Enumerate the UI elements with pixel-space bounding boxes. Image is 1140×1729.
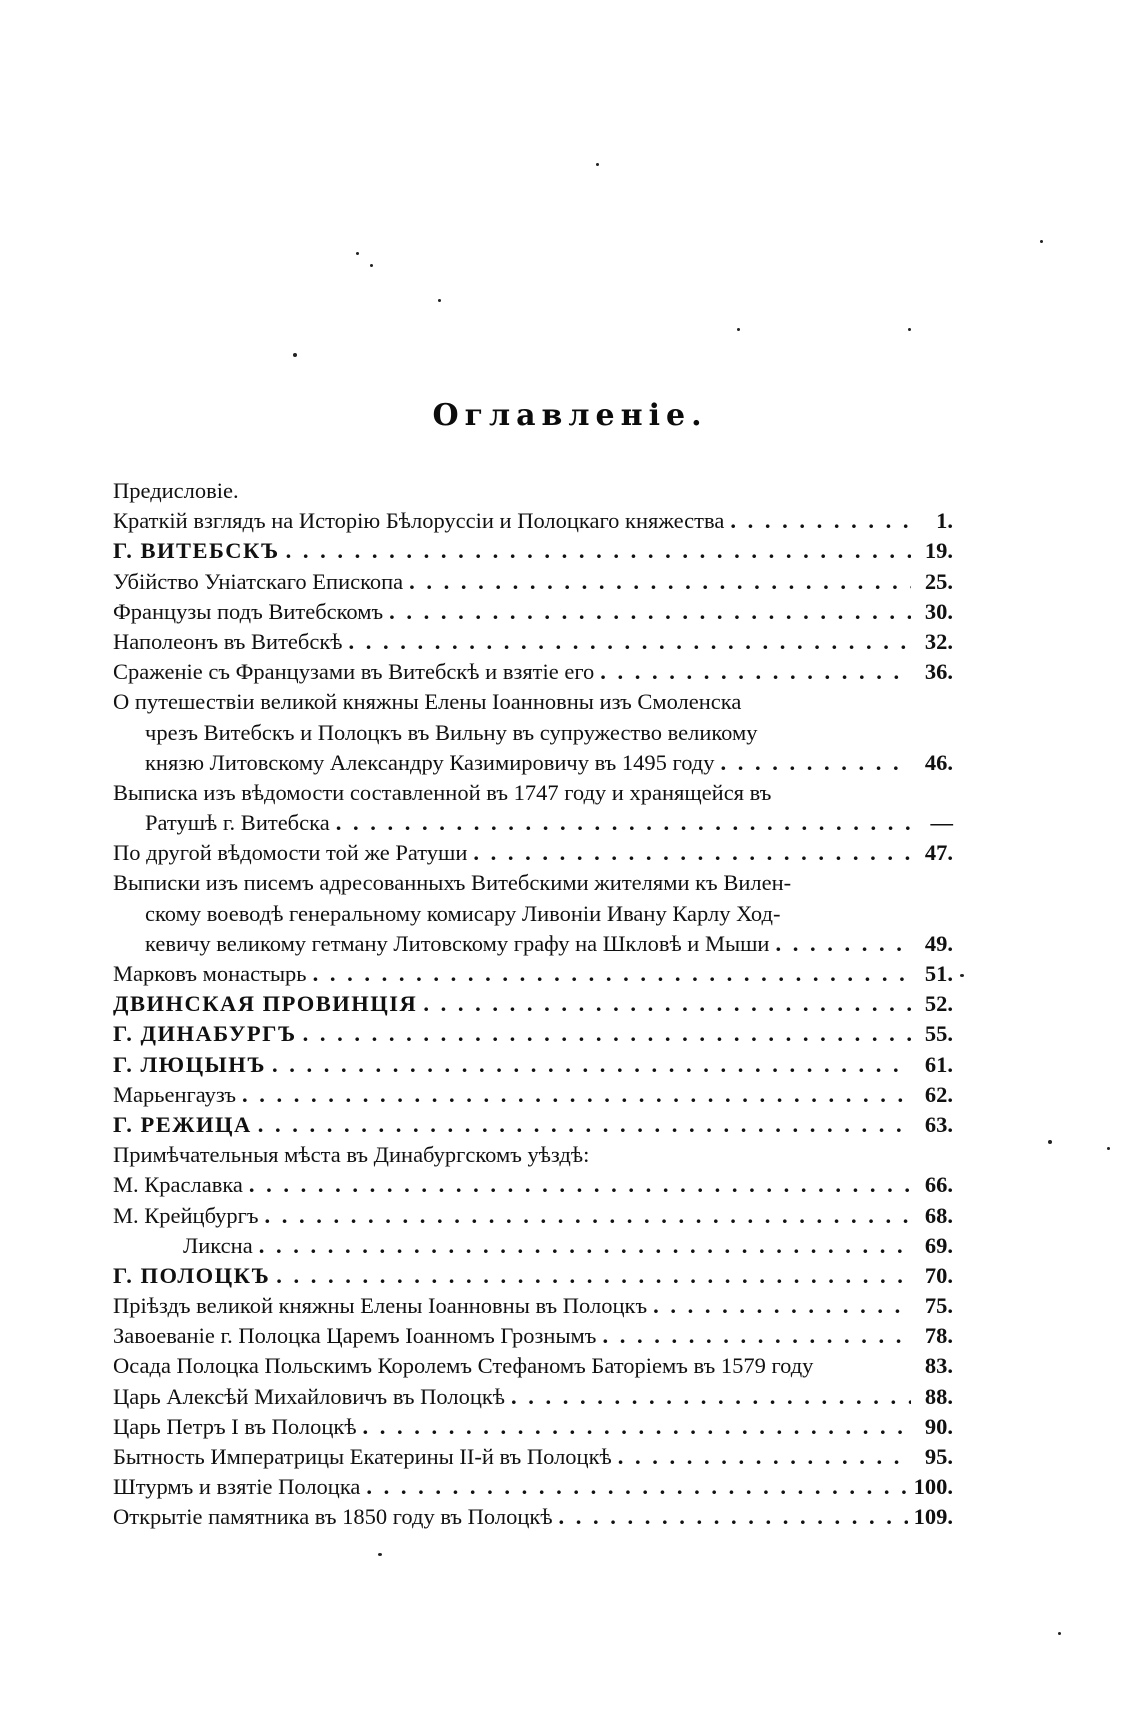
toc-entry [113, 536, 953, 566]
scan-speck [908, 328, 911, 331]
toc-entry-title: Ратушѣ г. Витебска [145, 810, 330, 836]
toc-entry-title: Г. ПОЛОЦКЪ [113, 1262, 271, 1288]
scan-speck [293, 353, 297, 357]
toc-entry-title: Выписки изъ писемъ адресованныхъ Витебскими жителями къ Вилен- [113, 870, 792, 896]
toc-entry-page: 55. [924, 1021, 953, 1047]
scan-speck [737, 328, 740, 331]
toc-entry [113, 567, 953, 597]
toc-entry [113, 1472, 953, 1502]
dot-leader [730, 506, 911, 536]
toc-entry-page: 49. [924, 930, 953, 956]
toc-entry-page: 46. [924, 749, 953, 775]
toc-entry-title: Царь Петръ I въ Полоцкѣ [113, 1413, 357, 1439]
dot-leader [348, 627, 911, 657]
toc-entry [113, 1140, 953, 1170]
toc-entry-page: — [930, 810, 953, 836]
toc-entry-page: 36. [924, 659, 953, 685]
toc-entry-title: скому воеводѣ генеральному комисару Ливоніи Ивану Карлу Ход- [145, 900, 781, 926]
toc-entry [113, 1442, 953, 1472]
toc-entry-page: 62. [924, 1081, 953, 1107]
toc-entry [113, 748, 953, 778]
scan-speck [378, 1553, 382, 1556]
toc-entry-page: 1. [936, 508, 953, 534]
scan-speck [370, 264, 373, 267]
dot-leader [258, 1110, 911, 1140]
dot-leader [511, 1382, 911, 1412]
scan-speck [1058, 1632, 1061, 1635]
toc-entry [113, 657, 953, 687]
toc-entry [113, 959, 953, 989]
toc-entry [113, 1291, 953, 1321]
toc-entry [113, 868, 953, 898]
toc-entry [113, 506, 953, 536]
toc-entry-title: О путешествіи великой княжны Елены Іоанновны изъ Смоленска [113, 689, 742, 715]
dot-leader [409, 567, 911, 597]
toc-entry-title: Штурмъ и взятіе Полоцка [113, 1474, 361, 1500]
toc-entry [113, 1502, 953, 1532]
toc-entry-page: 100. [913, 1474, 953, 1500]
dot-leader [336, 808, 911, 838]
dot-leader [721, 748, 911, 778]
dot-leader [600, 657, 911, 687]
toc-entry-page: 70. [924, 1262, 953, 1288]
scan-speck [1048, 1140, 1052, 1144]
toc-entry-title: князю Литовскому Александру Казимировичу въ 1495 году [145, 749, 715, 775]
toc-entry-title: Завоеваніе г. Полоцка Царемъ Іоанномъ Грознымъ [113, 1323, 597, 1349]
toc-entry-title: Марковъ монастырь [113, 961, 307, 986]
dot-leader [249, 1170, 911, 1200]
toc-entry-page: 90. [924, 1413, 953, 1439]
toc-entry-title: Сраженіе съ Французами въ Витебскѣ и взятіе его [113, 659, 595, 685]
toc-entry [113, 808, 953, 838]
toc-entry [113, 1412, 953, 1442]
dot-leader [313, 959, 911, 989]
toc-entry-title: Ликсна [183, 1232, 253, 1258]
dot-leader [286, 536, 911, 566]
toc-entry-title: Предисловіе. [113, 478, 239, 503]
toc-entry-title: Открытіе памятника въ 1850 году въ Полоцкѣ [113, 1504, 553, 1530]
toc-entry-page: 61. [924, 1051, 953, 1077]
toc-entry-page: 51. [924, 961, 953, 986]
toc-entry [113, 1110, 953, 1140]
dot-leader [602, 1321, 911, 1351]
toc-entry-title: Краткій взглядъ на Исторію Бѣлоруссіи и Полоцкаго княжества [113, 508, 725, 534]
toc-entry [113, 838, 953, 868]
dot-leader [389, 597, 911, 627]
toc-entry [113, 1201, 953, 1231]
scan-speck [960, 974, 964, 977]
toc-entry [113, 597, 953, 627]
toc-entry-page: 95. [924, 1444, 953, 1469]
toc-entry [113, 476, 953, 506]
toc-entry [113, 1050, 953, 1080]
scan-speck [356, 252, 359, 255]
scan-speck [1040, 240, 1043, 243]
toc-entry-page: 47. [924, 840, 953, 866]
toc-entry-page: 109. [913, 1504, 953, 1530]
dot-leader [559, 1502, 908, 1532]
toc-entry [113, 718, 953, 748]
dot-leader [473, 838, 911, 868]
dot-leader [303, 1019, 911, 1049]
toc-entry-page: 32. [924, 628, 953, 654]
toc-entry-page: 25. [924, 568, 953, 594]
toc-entry [113, 1080, 953, 1110]
toc-entry-title: По другой вѣдомости той же Ратуши [113, 840, 468, 866]
toc-entry-title: кевичу великому гетману Литовскому графу на Шкловѣ и Мыши [145, 930, 770, 956]
toc-entry-page: 52. [924, 991, 953, 1017]
page-title: Оглавленіе. [432, 398, 708, 433]
toc-entry-page: 75. [924, 1293, 953, 1319]
toc-entry-page: 63. [924, 1111, 953, 1137]
toc-entry-title: М. Краславка [113, 1172, 243, 1198]
toc-entry [113, 1170, 953, 1200]
toc-entry-page: 88. [924, 1383, 953, 1409]
dot-leader [265, 1201, 911, 1231]
toc-entry-page: 30. [924, 598, 953, 624]
toc-entry-title: чрезъ Витебскъ и Полоцкъ въ Вильну въ супружество великому [145, 719, 758, 745]
toc-entry [113, 1019, 953, 1049]
toc-entry-title: Г. ЛЮЦЫНЪ [113, 1051, 266, 1077]
toc-entry-title: Марьенгаузъ [113, 1081, 236, 1107]
dot-leader [272, 1050, 911, 1080]
toc-entry [113, 929, 953, 959]
dot-leader [259, 1231, 911, 1261]
toc-entry-title: Пріѣздъ великой княжны Елены Іоанновны въ Полоцкъ [113, 1293, 648, 1319]
toc-entry [113, 1351, 953, 1381]
dot-leader [363, 1412, 911, 1442]
dot-leader [242, 1080, 911, 1110]
toc-entry-page: 78. [924, 1323, 953, 1349]
toc-entry-title: Наполеонъ въ Витебскѣ [113, 628, 343, 654]
table-of-contents [113, 476, 953, 1533]
scan-speck [596, 163, 599, 166]
toc-entry [113, 1261, 953, 1291]
toc-entry-title: Убійство Уніатскаго Епископа [113, 568, 404, 594]
toc-entry [113, 687, 953, 717]
toc-entry [113, 1321, 953, 1351]
toc-entry-page: 66. [924, 1172, 953, 1198]
scan-speck [1107, 1147, 1110, 1150]
toc-entry-page: 68. [924, 1202, 953, 1228]
toc-entry [113, 899, 953, 929]
dot-leader [653, 1291, 911, 1321]
toc-entry-page: 19. [924, 538, 953, 564]
toc-entry-page: 69. [924, 1232, 953, 1258]
toc-entry-title: М. Крейцбургъ [113, 1202, 259, 1228]
dot-leader [366, 1472, 907, 1502]
toc-entry-title: Г. ВИТЕБСКЪ [113, 538, 280, 564]
toc-entry-title: Осада Полоцка Польскимъ Королемъ Стефаномъ Баторіемъ въ 1579 году [113, 1353, 814, 1379]
toc-entry-title: Г. РЕЖИЦА [113, 1111, 252, 1137]
toc-entry-title: ДВИНСКАЯ ПРОВИНЦІЯ [113, 991, 418, 1017]
dot-leader [423, 989, 911, 1019]
toc-entry-page: 83. [924, 1353, 953, 1379]
dot-leader [618, 1442, 911, 1472]
toc-entry-title: Г. ДИНАБУРГЪ [113, 1021, 297, 1047]
toc-entry [113, 1231, 953, 1261]
toc-entry [113, 989, 953, 1019]
toc-entry-title: Выписка изъ вѣдомости составленной въ 1747 году и хранящейся въ [113, 779, 772, 805]
toc-entry [113, 1382, 953, 1412]
toc-entry-title: Бытность Императрицы Екатерины II-й въ Полоцкѣ [113, 1444, 612, 1469]
toc-entry [113, 627, 953, 657]
toc-entry-title: Царь Алексѣй Михайловичъ въ Полоцкѣ [113, 1383, 506, 1409]
toc-entry-title: Примѣчательныя мѣста въ Динабургскомъ уѣздѣ: [113, 1142, 590, 1168]
dot-leader [276, 1261, 911, 1291]
scan-speck [438, 299, 441, 302]
toc-entry [113, 778, 953, 808]
dot-leader [775, 929, 911, 959]
toc-entry-title: Французы подъ Витебскомъ [113, 598, 384, 624]
